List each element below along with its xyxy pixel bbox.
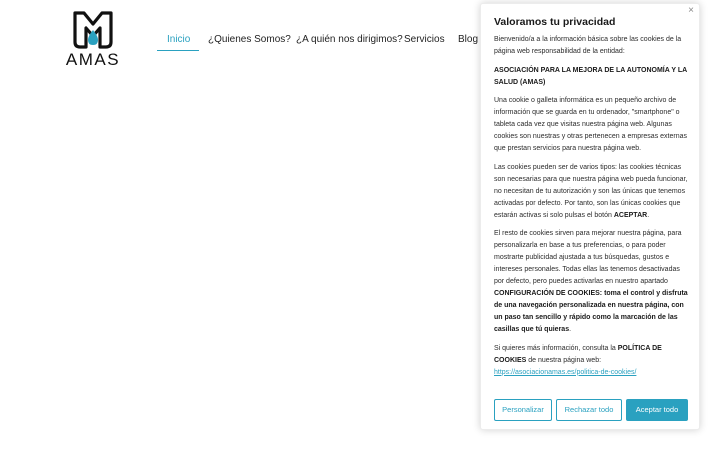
nav-item-quienes-somos[interactable]: ¿Quienes Somos?	[208, 34, 291, 45]
cookie-paragraph-2-text: Las cookies pueden ser de varios tipos: las cookies técnicas son necesarias para que nuestra página web pueda funcionar, no necesitan de tu autorización y son las únicas que tenemos activadas por defecto. Por tanto, son las únicas cookies que estarán activas si solo pulsas el botón	[494, 163, 688, 219]
cookie-web-text: de nuestra página web:	[528, 356, 602, 364]
cookie-policy-link[interactable]: https://asociacionamas.es/politica-de-cookies/	[494, 368, 637, 376]
cookie-dialog-title: Valoramos tu privacidad	[494, 16, 616, 28]
cookie-paragraph-4	[494, 343, 690, 379]
nav-active-underline	[157, 50, 199, 51]
cookie-paragraph-1: Una cookie o galleta informática es un pequeño archivo de información que se guarda en tu ordenador, "smartphone" o tableta cada vez que visitas nuestra página web. Algunas cookies son nuestras y otras pertenecen a empresas externas que prestan servicios para nuestra página web.	[494, 97, 687, 152]
site-logo[interactable]	[60, 10, 126, 70]
cookie-more-info-text: Si quieres más información, consulta la	[494, 344, 616, 352]
accept-all-button[interactable]: Aceptar todo	[626, 399, 688, 421]
logo-text: AMAS	[65, 50, 121, 69]
nav-item-inicio[interactable]: Inicio	[167, 34, 191, 45]
reject-all-button[interactable]: Rechazar todo	[556, 399, 622, 421]
cookie-button-row	[494, 399, 688, 421]
cookie-config-description: : toma el control y disfruta de una navegación personalizada en nuestra página, con un paso tan sencillo y rápido como la marcación de las casillas que tú quieras	[494, 290, 688, 333]
cookie-intro-text: Bienvenido/a a la información básica sobre las cookies de la página web responsabilidad de la entidad:	[494, 36, 682, 55]
amas-logo-icon	[72, 10, 114, 50]
nav-item-a-quien-nos-dirigimos[interactable]: ¿A quién nos dirigimos?	[296, 34, 403, 45]
cookie-entity-name: ASOCIACIÓN PARA LA MEJORA DE LA AUTONOMÍA Y LA SALUD (AMAS)	[494, 66, 687, 86]
cookie-policy-label: POLÍTICA DE COOKIES	[494, 344, 662, 364]
cookie-consent-dialog	[480, 3, 700, 430]
cookie-dialog-body	[494, 34, 690, 385]
cookie-paragraph-3-text: El resto de cookies sirven para mejorar nuestra página, para personalizarla en base a tus preferencias, o para poder mostrarte publicidad ajustada a tus búsquedas, gustos e intereses personales. Todas ellas las tenemos desactivadas por defecto, pero puedes activarlas en nuestro apartado	[494, 230, 682, 285]
cookie-paragraph-2: Las cookies pueden ser de varios tipos: las cookies técnicas son necesarias para que nuestra página web pueda funcionar, no necesitan de tu autorización y son las únicas que tenemos activadas por defecto. Por tanto, son las únicas cookies que estarán activas si solo pulsas el botón ACEPTAR.	[494, 163, 688, 219]
personalize-button[interactable]: Personalizar	[494, 399, 552, 421]
nav-item-blog[interactable]: Blog	[458, 34, 479, 45]
close-icon[interactable]: ×	[688, 5, 694, 16]
cookie-paragraph-3: El resto de cookies sirven para mejorar nuestra página, para personalizarla en base a tus preferencias, o para poder mostrarte publicidad ajustada a tus búsquedas, gustos e intereses personales. Todas ellas las tenemos desactivadas por defecto, pero puedes activarlas en nuestro apartado CONFIGURACIÓN DE COOKIES: toma el control y disfruta de una navegación personalizada en nuestra página, con un paso tan sencillo y rápido como la marcación de las casillas que tú quieras.	[494, 230, 688, 333]
nav-item-servicios[interactable]: Servicios	[404, 34, 445, 45]
cookie-accept-word: ACEPTAR	[613, 211, 648, 219]
cookie-config-label: CONFIGURACIÓN DE COOKIES	[494, 290, 600, 297]
